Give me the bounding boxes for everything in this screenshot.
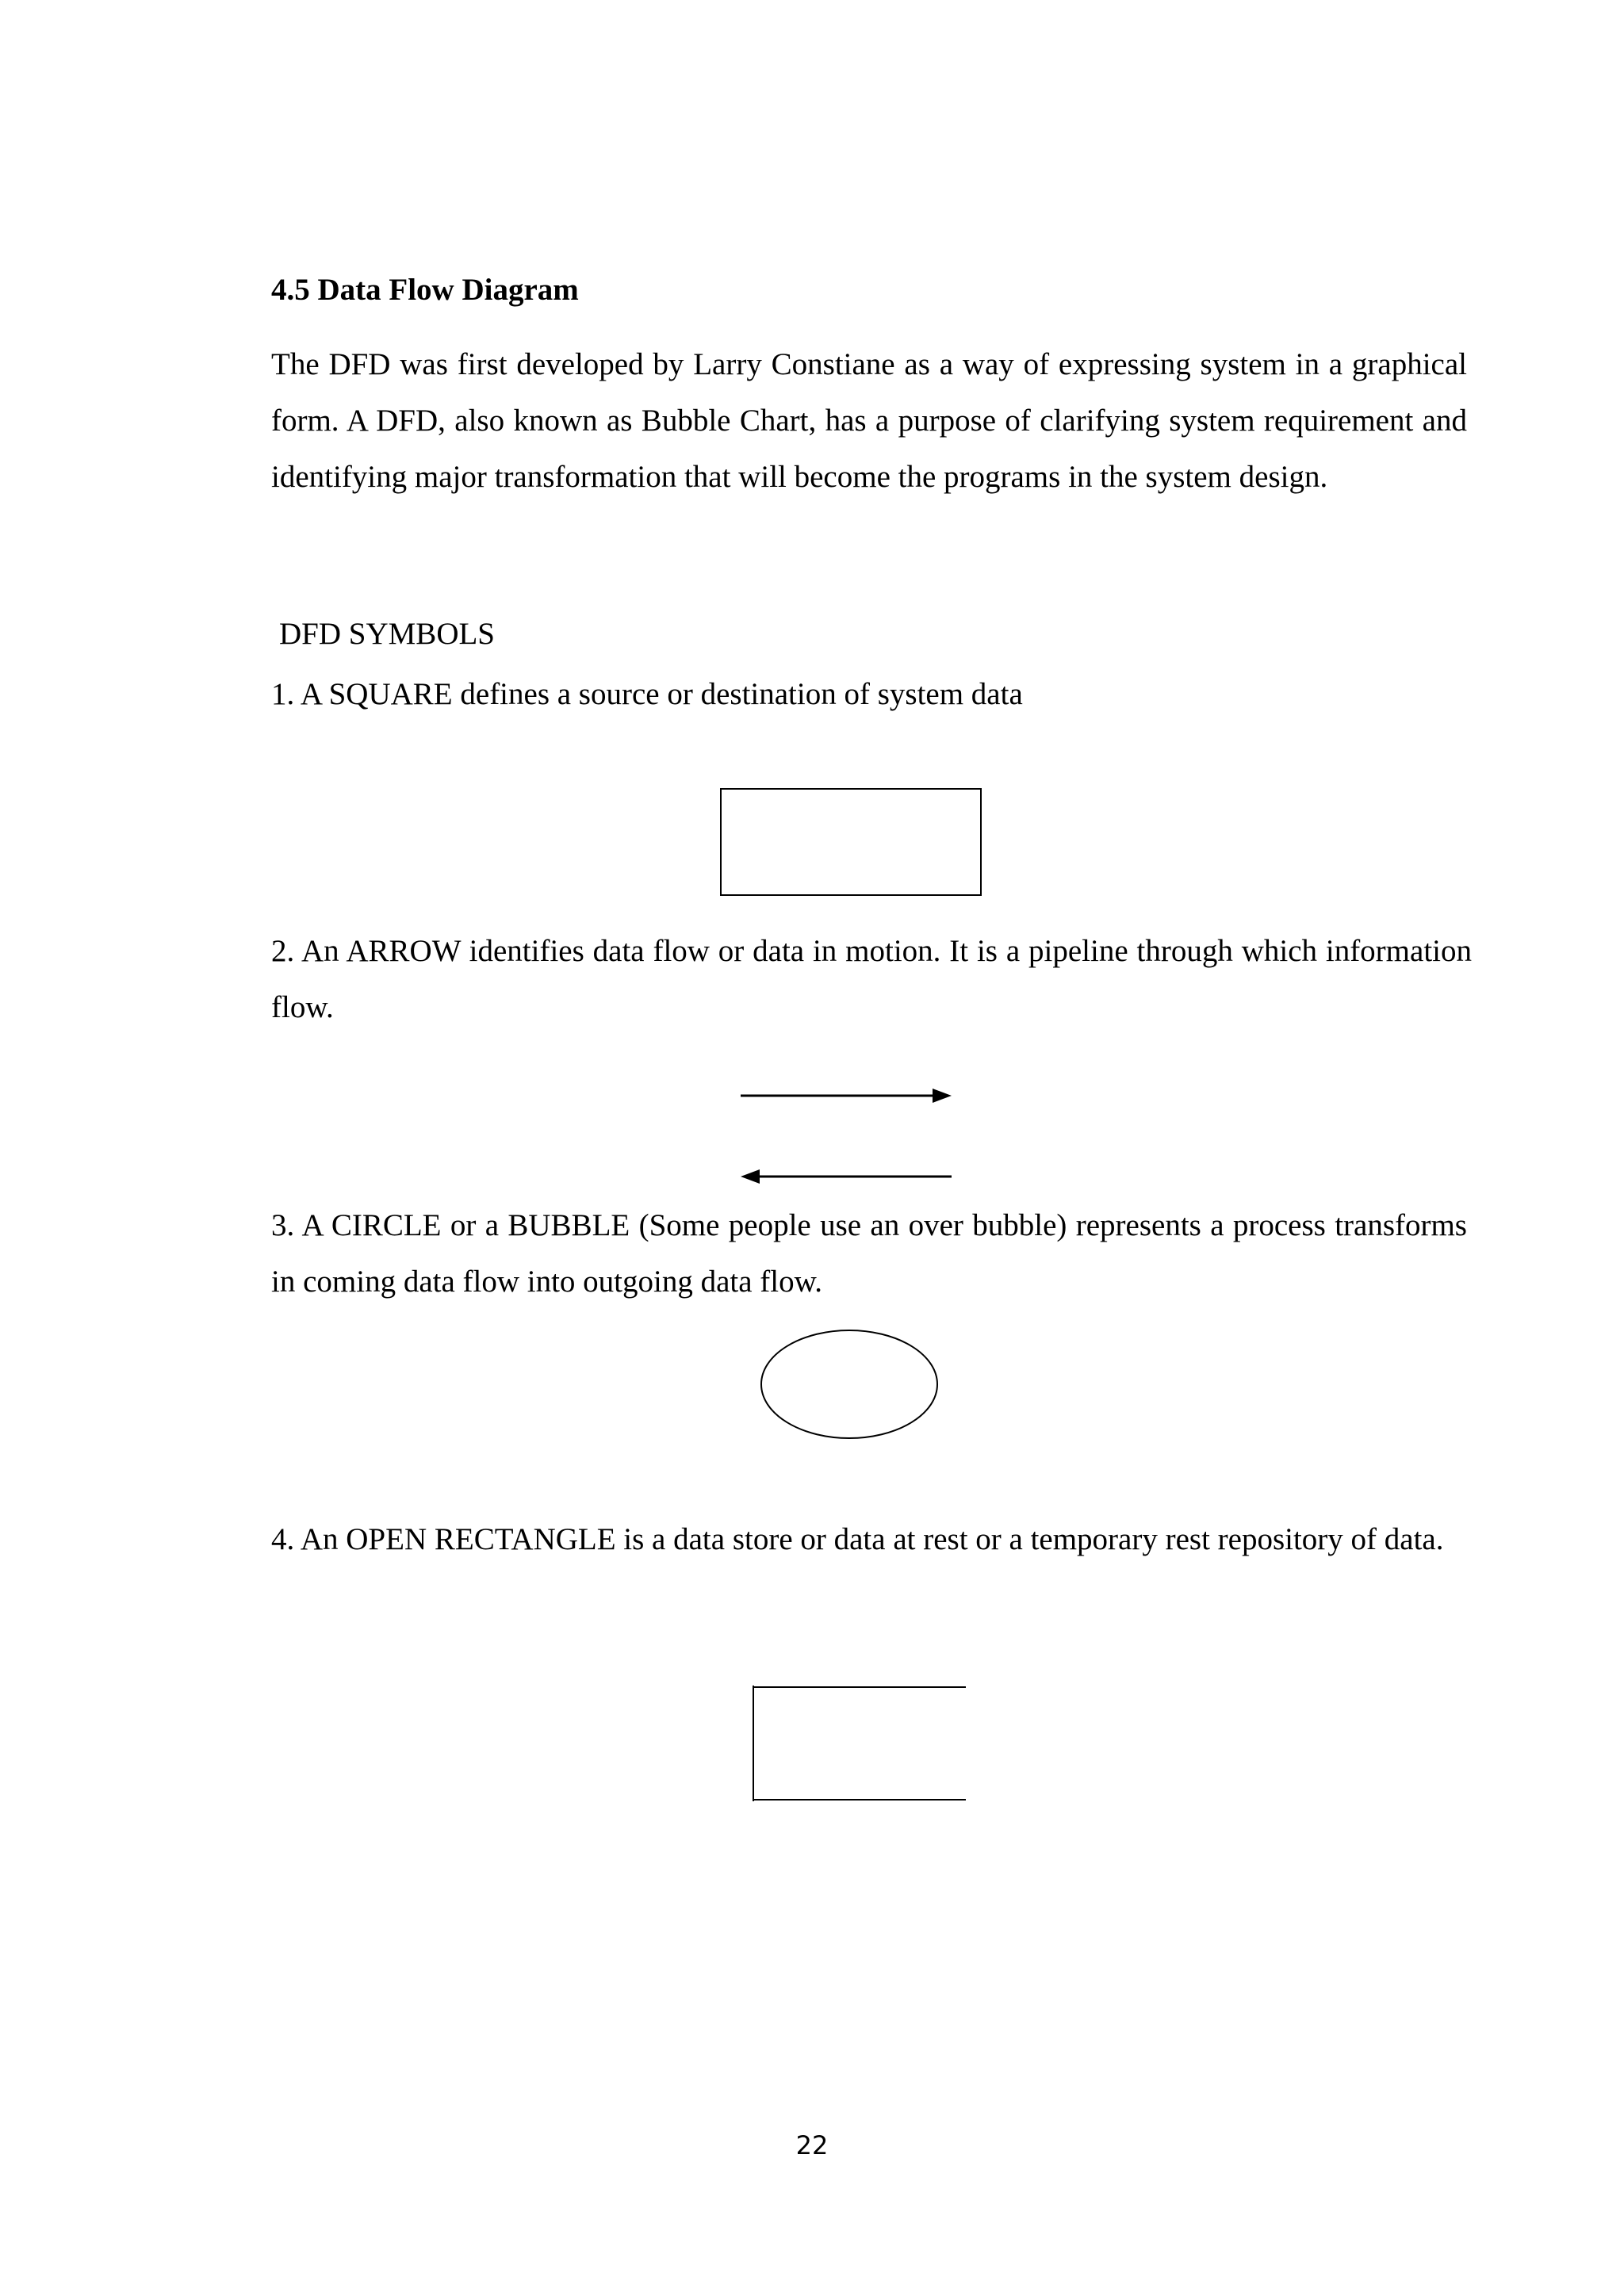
intro-paragraph: The DFD was first developed by Larry Constiane as a way of expressing system in a graphical form. A DFD, also known as Bubble Chart, has a purpose of clarifying system requirement and identifying major transformation that will become the programs in the system design. xyxy=(271,347,1467,494)
arrow-left-symbol xyxy=(739,1167,953,1186)
symbol-item-square-text: 1. A SQUARE defines a source or destination of system data xyxy=(271,677,1023,711)
square-symbol xyxy=(720,788,982,896)
symbol-item-arrow-text: 2. An ARROW identifies data flow or data in motion. It is a pipeline through which information flow. xyxy=(271,934,1472,1024)
open-rectangle-symbol xyxy=(752,1686,966,1801)
symbol-item-circle-text: 3. A CIRCLE or a BUBBLE (Some people use an over bubble) represents a process transforms in coming data flow into outgoing data flow. xyxy=(271,1208,1467,1299)
symbols-heading: DFD SYMBOLS xyxy=(279,617,495,651)
page-number: 22 xyxy=(795,2130,829,2160)
section-heading: 4.5 Data Flow Diagram xyxy=(271,273,579,307)
symbol-item-open-rectangle-text: 4. An OPEN RECTANGLE is a data store or data at rest or a temporary rest repository of data. xyxy=(271,1522,1444,1556)
arrow-right-symbol xyxy=(739,1086,953,1105)
circle-bubble-symbol xyxy=(760,1329,939,1440)
